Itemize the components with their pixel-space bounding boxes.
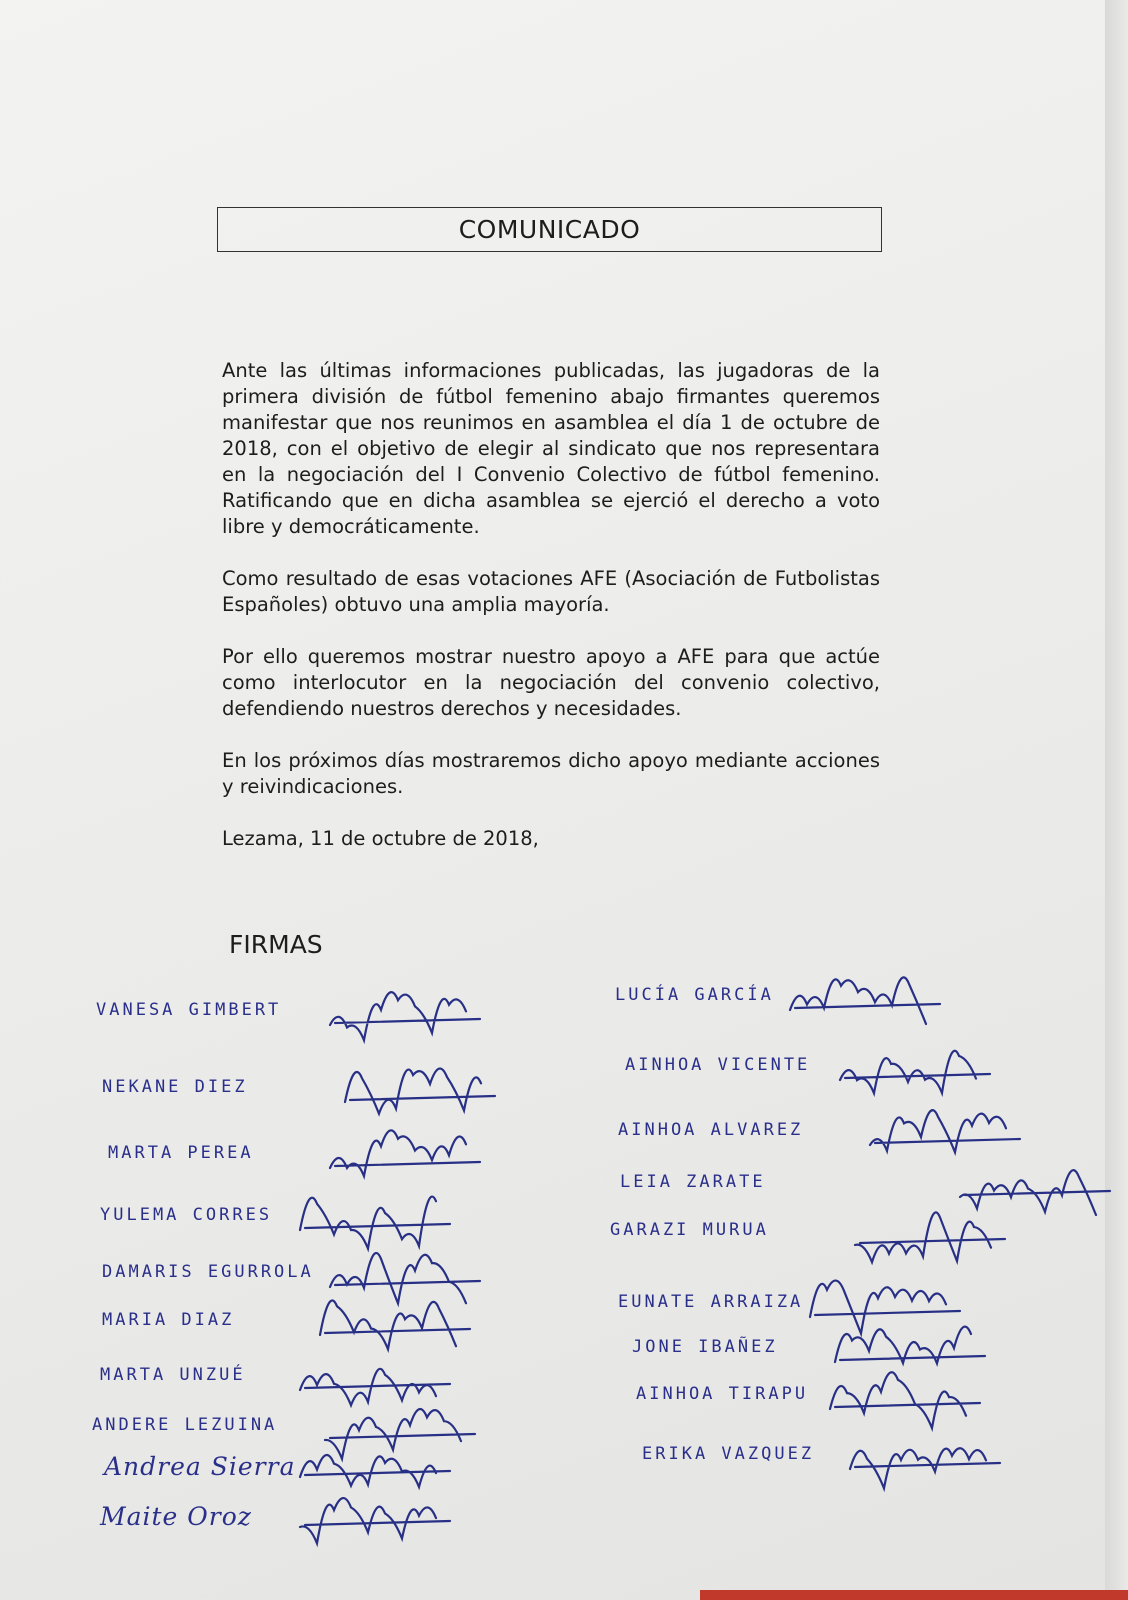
signatory-name: AINHOA TIRAPU <box>636 1384 809 1404</box>
signature-scribble <box>300 1487 470 1557</box>
signatory-name: MARTA PEREA <box>108 1143 254 1163</box>
signatory-name: LEIA ZARATE <box>620 1172 766 1192</box>
place-date: Lezama, 11 de octubre de 2018, <box>222 827 539 850</box>
signatory-name: AINHOA ALVAREZ <box>618 1120 804 1140</box>
table-edge <box>700 1590 1128 1600</box>
signature-scribble <box>330 1128 500 1198</box>
signatory-name: Maite Oroz <box>100 1502 252 1531</box>
signatory-name: Andrea Sierra <box>104 1452 296 1481</box>
signature-scribble <box>840 1040 1010 1110</box>
paper-edge <box>1105 0 1128 1600</box>
title-text: COMUNICADO <box>458 215 641 244</box>
signatory-name: JONE IBAÑEZ <box>632 1337 778 1357</box>
signature-scribble <box>855 1205 1025 1275</box>
paragraph: Por ello queremos mostrar nuestro apoyo a AFE para que actúe como interlocutor en la negociación del convenio colectivo, defendiendo nuestros derechos y necesidades. <box>222 645 880 720</box>
signatory-name: ANDERE LEZUINA <box>92 1415 278 1435</box>
signatory-name: ERIKA VAZQUEZ <box>642 1444 815 1464</box>
paragraph: En los próximos días mostraremos dicho apoyo mediante acciones y reivindicaciones. <box>222 749 880 798</box>
document-title <box>217 207 882 252</box>
signature-scribble <box>330 985 500 1055</box>
signatory-name: LUCÍA GARCÍA <box>615 985 774 1005</box>
signature-scribble <box>345 1062 515 1132</box>
signature-scribble <box>850 1429 1020 1499</box>
signatory-name: MARTA UNZUÉ <box>100 1365 246 1385</box>
signatory-name: YULEMA CORRES <box>100 1205 273 1225</box>
paragraph: Como resultado de esas votaciones AFE (Asociación de Futbolistas Españoles) obtuvo una amplia mayoría. <box>222 567 880 616</box>
signatory-name: NEKANE DIEZ <box>102 1077 248 1097</box>
signatory-name: GARAZI MURUA <box>610 1220 769 1240</box>
signatory-name: DAMARIS EGURROLA <box>102 1262 314 1282</box>
signatory-name: MARIA DIAZ <box>102 1310 235 1330</box>
signatures-heading: FIRMAS <box>229 930 323 959</box>
signatory-name: EUNATE ARRAIZA <box>618 1292 804 1312</box>
document-body <box>222 358 880 878</box>
signatory-name: VANESA GIMBERT <box>96 1000 282 1020</box>
paragraph: Ante las últimas informaciones publicadas, las jugadoras de la primera división de fútbol femenino abajo firmantes queremos manifestar que nos reunimos en asamblea el día 1 de octubre de 2018, con el objetivo de elegir al sindicato que nos representara en la negociación del I Convenio Colectivo de fútbol femenino. Ratificando que en dicha asamblea se ejerció el derecho a voto libre y democráticamente. <box>222 359 880 538</box>
signature-scribble <box>790 970 960 1040</box>
signatory-name: AINHOA VICENTE <box>625 1055 811 1075</box>
